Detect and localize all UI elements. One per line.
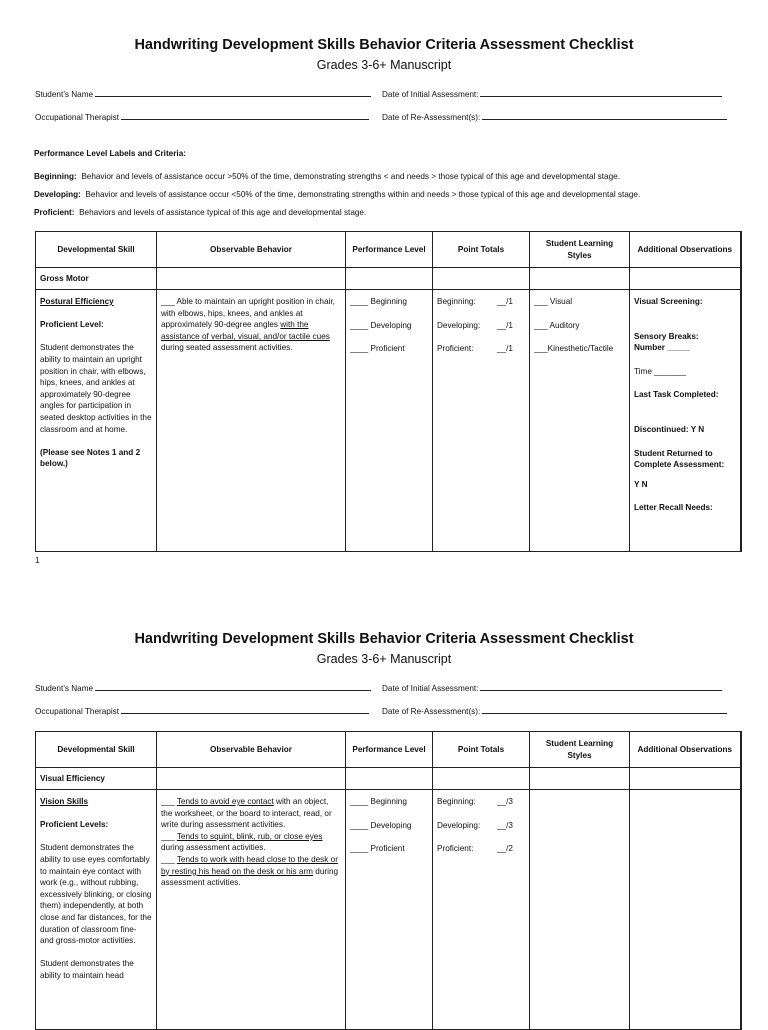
header-observations: Additional Observations — [630, 732, 741, 768]
reassessment-blank[interactable] — [482, 111, 727, 120]
points-cell[interactable] — [433, 790, 530, 1030]
points-beginning[interactable]: Beginning: __/1 — [437, 297, 513, 306]
student-name-blank[interactable] — [95, 682, 371, 691]
points-developing[interactable]: Developing: __/3 — [437, 820, 513, 830]
obs-time[interactable]: Time _______ — [634, 366, 687, 376]
student-name-field[interactable] — [35, 682, 371, 693]
page-number: 1 — [35, 556, 40, 565]
skill-description: Student demonstrates the ability to use eyes comfortably to maintain eye contact with work (e.g., without rubbing, excessively blinking, or closing them) independently, at both close and far distances, for the duration of classroom fine- and gross-motor activities. — [40, 843, 152, 946]
header-behavior: Observable Behavior — [157, 232, 346, 268]
obs-number[interactable]: Number _____ — [634, 343, 690, 353]
initial-assessment-blank[interactable] — [480, 682, 722, 691]
reassessment-field[interactable] — [382, 705, 727, 716]
skill-description: Student demonstrates the ability to maintain an upright position in chair, with elbows, hips, knees, and ankles at approximately 90-degree angles for participation in seated desktop activities in the classroom and at home. — [40, 343, 152, 434]
level-developing[interactable]: ____ Developing — [350, 320, 412, 330]
therapist-blank[interactable] — [121, 111, 369, 120]
points-beginning[interactable]: Beginning: __/3 — [437, 797, 513, 806]
header-level: Performance Level — [346, 232, 433, 268]
points-developing[interactable]: Developing: __/1 — [437, 320, 513, 330]
page-subtitle: Grades 3-6+ Manuscript — [316, 58, 452, 72]
skill-title: Postural Efficiency — [40, 297, 114, 306]
criteria-proficient: Proficient: Behaviors and levels of assistance typical of this age and developmental stage. — [34, 208, 367, 217]
skill-description-2: Student demonstrates the ability to maintain head — [40, 959, 134, 980]
header-styles: Student Learning Styles — [530, 732, 630, 768]
obs-yes-no[interactable]: Y N — [634, 479, 648, 489]
initial-assessment-label: Date of Initial Assessment: — [382, 684, 479, 693]
initial-assessment-field[interactable] — [382, 88, 722, 99]
page-2 — [0, 600, 768, 1024]
reassessment-field[interactable] — [382, 111, 727, 122]
assessment-table — [35, 731, 742, 1030]
level-beginning[interactable]: ____ Beginning — [350, 797, 407, 806]
header-observations: Additional Observations — [630, 232, 741, 268]
obs-last-task: Last Task Completed: — [634, 390, 719, 400]
therapist-label: Occupational Therapist — [35, 707, 120, 716]
reassessment-label: Date of Re-Assessment(s): — [382, 707, 481, 716]
skill-title: Vision Skills — [40, 797, 89, 806]
points-cell[interactable] — [433, 290, 530, 552]
points-proficient[interactable]: Proficient: __/1 — [437, 344, 513, 354]
level-developing[interactable]: ____ Developing — [350, 820, 412, 830]
reassessment-blank[interactable] — [482, 705, 727, 714]
skill-cell — [36, 790, 157, 1030]
assessment-table — [35, 231, 742, 552]
section-label: Gross Motor — [36, 268, 157, 290]
header-behavior: Observable Behavior — [157, 732, 346, 768]
style-auditory[interactable]: ___ Auditory — [534, 320, 580, 330]
level-beginning[interactable]: ____ Beginning — [350, 297, 407, 306]
student-name-field[interactable] — [35, 88, 371, 99]
header-styles: Student Learning Styles — [530, 232, 630, 268]
page-subtitle: Grades 3-6+ Manuscript — [316, 652, 452, 666]
page-title: Handwriting Development Skills Behavior Criteria Assessment Checklist — [134, 631, 634, 647]
section-row — [36, 268, 741, 290]
header-skill: Developmental Skill — [36, 232, 157, 268]
initial-assessment-field[interactable] — [382, 682, 722, 693]
observations-cell[interactable] — [630, 290, 741, 552]
level-cell[interactable] — [346, 790, 433, 1030]
header-points: Point Totals — [433, 732, 530, 768]
obs-sensory-breaks: Sensory Breaks: — [634, 331, 699, 341]
student-name-label: Student’s Name — [35, 684, 94, 693]
skill-level: Proficient Level: — [40, 320, 104, 330]
obs-returned: Student Returned to Complete Assessment: — [634, 448, 725, 470]
skill-cell — [36, 290, 157, 552]
obs-letter-recall: Letter Recall Needs: — [634, 503, 713, 513]
behavior-item[interactable]: ___ Tends to squint, blink, rub, or close eyes during assessment activities. — [161, 831, 323, 853]
therapist-field[interactable] — [35, 111, 369, 122]
level-cell[interactable] — [346, 290, 433, 552]
therapist-label: Occupational Therapist — [35, 113, 120, 122]
skill-note: (Please see Notes 1 and 2 below.) — [40, 447, 141, 469]
header-points: Point Totals — [433, 232, 530, 268]
criteria-beginning: Beginning: Behavior and levels of assistance occur >50% of the time, demonstrating strengths < and needs > those typical of this age and developmental stage. — [34, 172, 620, 181]
style-kinesthetic[interactable]: ___Kinesthetic/Tactile — [534, 344, 614, 354]
initial-assessment-label: Date of Initial Assessment: — [382, 90, 479, 99]
level-proficient[interactable]: ____ Proficient — [350, 844, 405, 854]
level-proficient[interactable]: ____ Proficient — [350, 344, 405, 354]
section-label: Visual Efficiency — [36, 768, 157, 790]
behavior-item[interactable]: ___ Tends to avoid eye contact with an object, the worksheet, or the board to interact, read, or write during assessment activities. — [161, 797, 332, 830]
table-header-row — [36, 732, 741, 768]
student-name-blank[interactable] — [95, 88, 371, 97]
therapist-field[interactable] — [35, 705, 369, 716]
observations-cell[interactable] — [630, 790, 741, 1030]
criteria-developing: Developing: Behavior and levels of assistance occur <50% of the time, demonstrating strengths within and needs > those typical of this age and developmental stage. — [34, 190, 641, 199]
header-skill: Developmental Skill — [36, 732, 157, 768]
section-row — [36, 768, 741, 790]
page-title: Handwriting Development Skills Behavior Criteria Assessment Checklist — [134, 37, 634, 53]
styles-cell[interactable] — [530, 790, 630, 1030]
style-visual[interactable]: ___ Visual — [534, 297, 573, 306]
initial-assessment-blank[interactable] — [480, 88, 722, 97]
behavior-cell[interactable] — [157, 790, 346, 1030]
table-header-row — [36, 232, 741, 268]
reassessment-label: Date of Re-Assessment(s): — [382, 113, 481, 122]
table-row — [36, 790, 741, 1030]
skill-level: Proficient Levels: — [40, 820, 109, 830]
header-level: Performance Level — [346, 732, 433, 768]
student-name-label: Student’s Name — [35, 90, 94, 99]
styles-cell[interactable] — [530, 290, 630, 552]
points-proficient[interactable]: Proficient: __/2 — [437, 844, 513, 854]
therapist-blank[interactable] — [121, 705, 369, 714]
criteria-heading: Performance Level Labels and Criteria: — [34, 149, 186, 158]
obs-visual-screening: Visual Screening: — [634, 297, 703, 306]
table-row — [36, 290, 741, 552]
obs-discontinued[interactable]: Discontinued: Y N — [634, 424, 705, 434]
behavior-item[interactable]: ___ Tends to work with head close to the desk or by resting his head on the desk or his arm during assessment activities. — [161, 854, 339, 888]
behavior-cell[interactable]: ___ Able to maintain an upright position in chair, with elbows, hips, knees, and ankles at approximately 90-degree angles with the assistance of verbal, visual, and/or tactile cues during seated assessment activities. — [157, 290, 346, 552]
